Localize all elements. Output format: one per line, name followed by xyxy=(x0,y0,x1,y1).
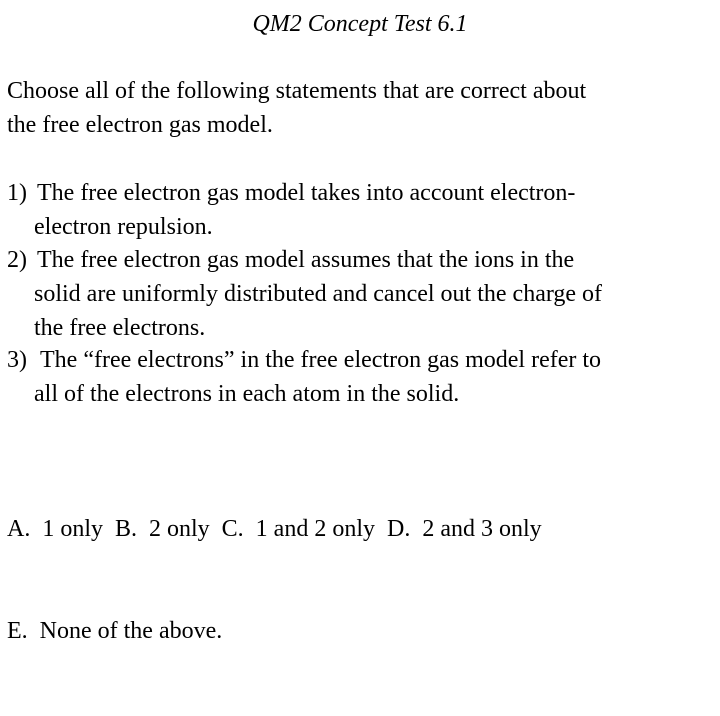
statement-line: solid are uniformly distributed and cancel out the charge of xyxy=(34,281,603,307)
statement-line: all of the electrons in each atom in the solid. xyxy=(34,381,460,407)
answer-choices-line: A. 1 only B. 2 only C. 1 and 2 only D. 2 and 3 only xyxy=(7,516,542,542)
slide-title: QM2 Concept Test 6.1 xyxy=(252,11,468,37)
statement-line: electron repulsion. xyxy=(34,214,213,240)
prompt-line: Choose all of the following statements that are correct about xyxy=(7,78,587,104)
statement-line: The free electron gas model takes into account electron- xyxy=(37,180,576,206)
prompt-line: the free electron gas model. xyxy=(7,112,273,138)
answer-choices xyxy=(7,444,542,716)
statement-number: 1) xyxy=(7,180,27,206)
statement-number: 2) xyxy=(7,247,27,273)
statement-line: the free electrons. xyxy=(34,315,206,341)
answer-choices-line: E. None of the above. xyxy=(7,618,223,644)
statement-3 xyxy=(7,343,601,411)
statement-line: The free electron gas model assumes that the ions in the xyxy=(37,247,575,273)
statement-number: 3) xyxy=(7,347,27,373)
question-prompt xyxy=(7,74,586,142)
statement-line: The “free electrons” in the free electron gas model refer to xyxy=(40,347,602,373)
statement-2 xyxy=(7,243,602,345)
statement-1 xyxy=(7,176,575,244)
